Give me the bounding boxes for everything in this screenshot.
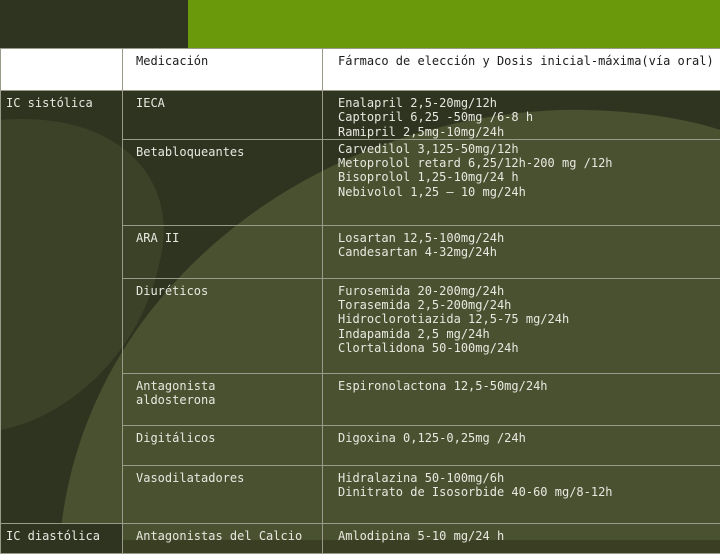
- drug-class: Diuréticos: [123, 278, 323, 373]
- drug-doses: Furosemida 20-200mg/24h Torasemida 2,5-200mg/24h Hidroclorotiazida 12,5-75 mg/24h Indapamida 2,5 mg/24h Clortalidona 50-100mg/24h: [323, 278, 720, 373]
- header-medication: Medicación: [123, 49, 323, 91]
- drug-class: Betabloqueantes: [123, 139, 323, 225]
- medication-table: [0, 48, 720, 554]
- drug-doses: Enalapril 2,5-20mg/12h Captopril 6,25 -50mg /6-8 h Ramipril 2,5mg-10mg/24h: [323, 91, 720, 140]
- drug-doses: Losartan 12,5-100mg/24h Candesartan 4-32mg/24h: [323, 225, 720, 278]
- drug-doses: Digoxina 0,125-0,25mg /24h: [323, 425, 720, 465]
- drug-class: Vasodilatadores: [123, 465, 323, 523]
- drug-class: Antagonista aldosterona: [123, 373, 323, 425]
- header-empty-cell: [1, 49, 123, 91]
- group-label-systolic: IC sistólica: [1, 91, 123, 524]
- drug-doses: Amlodipina 5-10 mg/24 h: [323, 523, 720, 553]
- drug-class: IECA: [123, 91, 323, 140]
- drug-doses: Espironolactona 12,5-50mg/24h: [323, 373, 720, 425]
- table-row: [1, 523, 720, 553]
- top-bar-left: [0, 0, 188, 48]
- drug-class: ARA II: [123, 225, 323, 278]
- drug-doses: Carvedilol 3,125-50mg/12h Metoprolol retard 6,25/12h-200 mg /12h Bisoprolol 1,25-10mg/24 h Nebivolol 1,25 – 10 mg/24h: [323, 139, 720, 225]
- header-drug-dose: Fármaco de elección y Dosis inicial-máxima(vía oral): [323, 49, 720, 91]
- table-row: [1, 91, 720, 140]
- top-bar-accent: [188, 0, 720, 48]
- drug-class: Digitálicos: [123, 425, 323, 465]
- drug-class: Antagonistas del Calcio: [123, 523, 323, 553]
- table-header-row: [1, 49, 720, 91]
- group-label-diastolic: IC diastólica: [1, 523, 123, 553]
- drug-doses: Hidralazina 50-100mg/6h Dinitrato de Isosorbide 40-60 mg/8-12h: [323, 465, 720, 523]
